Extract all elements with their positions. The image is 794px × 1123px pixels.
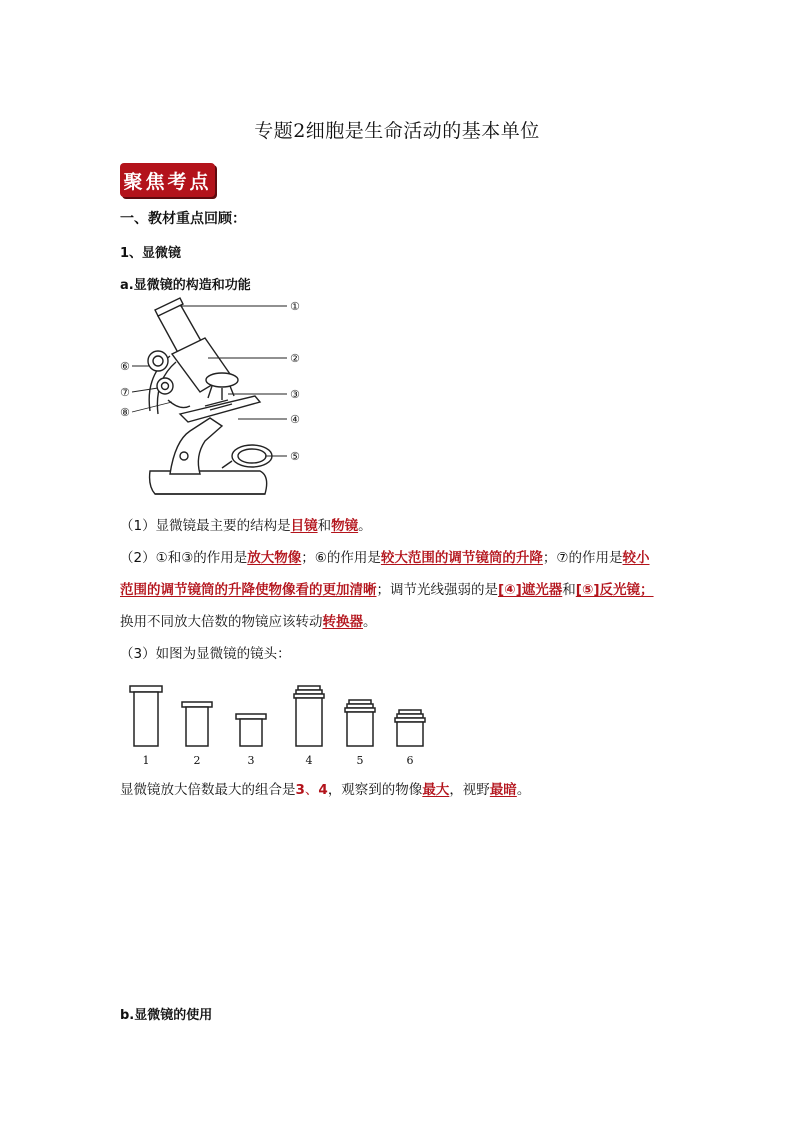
focus-badge: 聚焦考点 xyxy=(120,163,215,197)
topic-heading: a.显微镜的构造和功能 xyxy=(120,278,251,293)
lens-label-2: 2 xyxy=(193,754,201,767)
answer-objective: 物镜 xyxy=(331,518,359,534)
answer-darkest: 最暗 xyxy=(489,782,517,798)
answer-largest: 最大 xyxy=(422,782,450,798)
q2-text: ；⑦的作用是 xyxy=(542,550,623,566)
page-title: 专题2细胞是生命活动的基本单位 xyxy=(254,120,540,142)
q2-text: （2）①和③的作用是 xyxy=(120,550,248,566)
subsection-heading: 1、显微镜 xyxy=(120,246,182,261)
label-1: ① xyxy=(290,300,300,313)
label-2: ② xyxy=(290,352,300,365)
lens-label-4: 4 xyxy=(305,754,313,767)
lens-label-5: 5 xyxy=(356,754,364,767)
label-4: ④ xyxy=(290,413,300,426)
q1-text: （1）显微镜最主要的结构是 xyxy=(120,518,291,534)
label-3: ③ xyxy=(290,388,300,401)
answer-coarse-focus: 较大范围的调节镜筒的升降 xyxy=(380,550,543,566)
q1-end: 。 xyxy=(358,518,372,534)
answer-end: 。 xyxy=(516,782,531,798)
section-heading: 一、教材重点回顾： xyxy=(120,211,246,227)
question-2 xyxy=(120,542,690,638)
q2-text: 换用不同放大倍数的物镜应该转动 xyxy=(120,614,323,630)
question-1 xyxy=(120,510,690,542)
label-6: ⑥ xyxy=(120,360,130,373)
q2-text: 和 xyxy=(562,582,576,598)
answer-line xyxy=(120,774,690,806)
label-8: ⑧ xyxy=(120,406,130,419)
microscope-diagram xyxy=(110,296,310,506)
answer-nosepiece: 转换器 xyxy=(322,614,363,630)
answer-text: 显微镜放大倍数最大的组合是 xyxy=(120,782,296,798)
q2-end: 。 xyxy=(363,614,377,630)
question-3: （3）如图为显微镜的镜头： xyxy=(120,646,291,662)
label-5: ⑤ xyxy=(290,450,300,463)
answer-text: ，观察到的物像 xyxy=(327,782,423,798)
answer-text: ，视野 xyxy=(449,782,490,798)
q1-connector: 和 xyxy=(317,518,332,534)
label-7: ⑦ xyxy=(120,386,130,399)
answer-eyepiece: 目镜 xyxy=(290,518,318,534)
answer-separator: 、 xyxy=(304,782,319,798)
answer-diaphragm: [④]遮光器 xyxy=(498,582,563,598)
lens-label-1: 1 xyxy=(142,754,150,767)
answer-lens-4: 4 xyxy=(318,782,328,798)
answer-magnify: 放大物像 xyxy=(247,550,302,566)
usage-heading: b.显微镜的使用 xyxy=(120,1008,213,1023)
lens-label-3: 3 xyxy=(247,754,255,767)
lens-label-6: 6 xyxy=(406,754,414,767)
answer-fine-focus: 较小 xyxy=(622,550,650,566)
q2-text: ；调节光线强弱的是 xyxy=(376,582,498,598)
answer-fine-focus: 范围的调节镜筒的升降使物像看的更加清晰 xyxy=(120,582,377,598)
answer-mirror: [⑤]反光镜； xyxy=(575,582,654,598)
answer-lens-3: 3 xyxy=(295,782,305,798)
lens-diagram xyxy=(120,684,440,774)
q2-text: ；⑥的作用是 xyxy=(301,550,381,566)
